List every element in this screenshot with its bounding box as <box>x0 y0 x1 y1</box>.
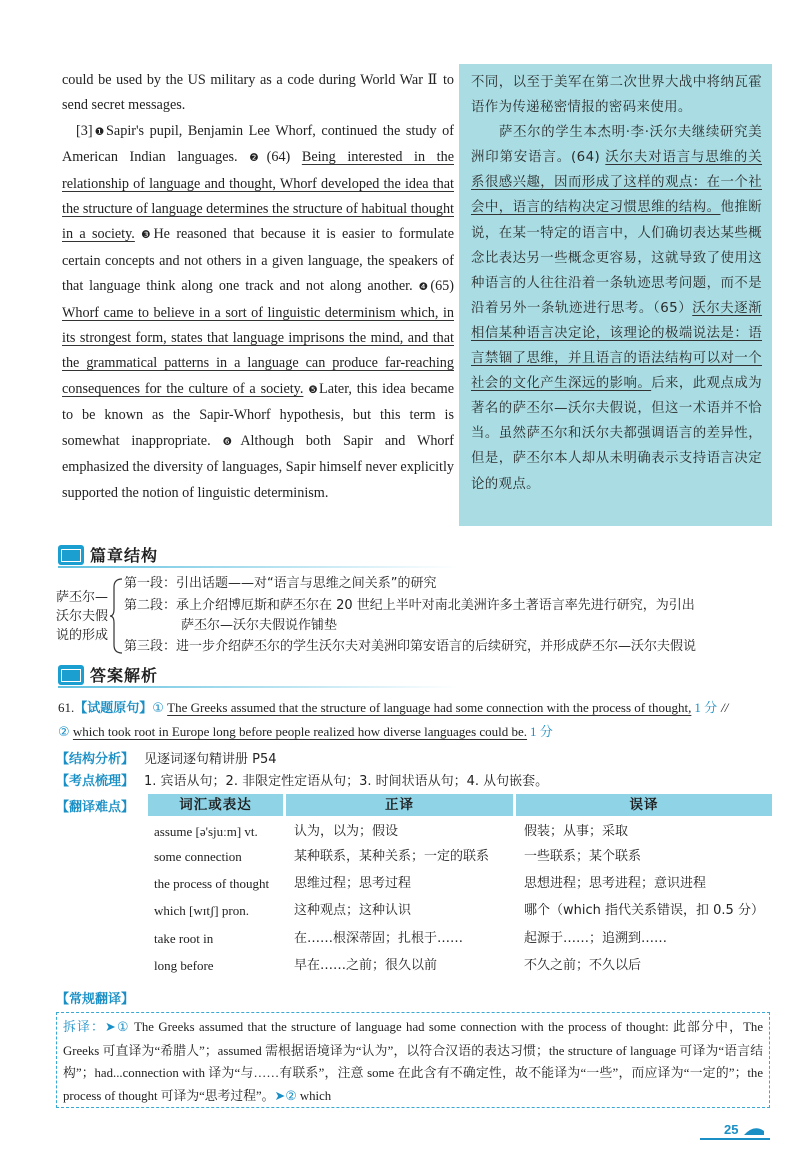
regular-translation-label: 【常规翻译】 <box>56 992 135 1007</box>
arrow-icon: ➤ <box>105 1020 116 1035</box>
book-icon <box>58 665 84 685</box>
english-passage <box>62 68 454 506</box>
table-row: take root in 在……根深蒂固；扎根于…… 起源于……；追溯到…… <box>154 931 668 946</box>
structure-left-label: 萨丕尔—沃尔夫假说的形成 <box>56 590 109 643</box>
key-points: 【考点梳理】 1. 宾语从句；2. 非限定性定语从句；3. 时间状语从句；4. 从句嵌套。 <box>56 774 549 789</box>
section-divider <box>58 566 458 568</box>
arrow-icon: ➤ <box>274 1088 286 1104</box>
underlined-sentence-65: Whorf came to believe in a sort of linguistic determinism which, in its strongest form, states that language imprisons the mind, and that the grammatical patterns in a language can produce far-reaching consequences for the culture of a society. <box>62 304 454 397</box>
underlined-sentence-64: Being interested in the relationship of language and thought, Whorf developed the idea that the structure of language determines the structure of habitual thought in a society. <box>62 149 454 243</box>
brace-icon <box>110 577 124 655</box>
page-number-underline <box>700 1138 770 1140</box>
translation-line-0: 不同，以至于美军在第二次世界大战中将纳瓦霍语作为传递秘密情报的密码来使用。 <box>471 75 762 116</box>
structure-para-2b: 萨丕尔—沃尔夫假说作铺垫 <box>181 618 338 633</box>
passage-line-0: could be used by the US military as a code during World War Ⅱ to send secret messages. <box>62 72 454 114</box>
page-corner-icon <box>744 1126 764 1136</box>
structure-analysis: 【结构分析】 见逐词逐句精讲册 P54 <box>56 752 277 767</box>
structure-section-header: 篇章结构 <box>58 543 158 566</box>
table-header-right: 正译 <box>286 794 513 816</box>
translation-box <box>459 64 772 526</box>
structure-para-3: 第三段：进一步介绍萨丕尔的学生沃尔夫对美洲印第安语言的后续研究，并形成萨丕尔—沃尔夫假说 <box>124 639 697 654</box>
table-row: assume [ə'sjuːm] vt. 认为，以为；假设 假装；从事；采取 <box>154 824 629 839</box>
table-row: the process of thought 思维过程；思考过程 思想进程；思考进程；意识进程 <box>154 876 707 891</box>
table-row: some connection 某种联系，某种关系；一定的联系 一些联系；某个联系 <box>154 849 642 864</box>
question-line-1: 61.【试题原句】① The Greeks assumed that the structure of language had some connection with the process of thought, 1 分 // <box>58 700 729 716</box>
page-number: 25 <box>724 1122 739 1137</box>
passage-paragraph-3: [3]❶Sapir's pupil, Benjamin Lee Whorf, continued the study of American Indian languages. ❷(64) Being interested in the relationship of language and thought, Whorf developed the idea that the structure of language determines the structure of habitual thought in a society. ❸He reasoned that because it is easier to formulate certain concepts and not others in a given language, the speakers of that language think along one track and not along another. ❹(65) Whorf came to believe in a sort of linguistic determinism which, in its strongest form, states that language imprisons the mind, and that the grammatical patterns in a language can produce far-reaching consequences for the culture of a society. ❺Later, this idea became to be known as the Sapir-Whorf hypothesis, but this term is somewhat inappropriate. ❻Although both Sapir and Whorf emphasized the diversity of languages, Sapir himself never explicitly supported the notion of linguistic determinism. <box>62 122 455 501</box>
answer-section-header: 答案解析 <box>58 663 158 686</box>
table-row: which [wɪtʃ] pron. 这种观点；这种认识 哪个（which 指代关系错误，扣 0.5 分） <box>154 903 764 918</box>
question-line-2: ② which took root in Europe long before people realized how diverse languages could be. 1 分 <box>58 724 553 740</box>
book-icon <box>58 545 84 565</box>
structure-para-1: 第一段：引出话题——对“语言与思维之间关系”的研究 <box>124 576 437 591</box>
table-header-word: 词汇或表达 <box>148 794 283 816</box>
table-header-wrong: 误译 <box>516 794 772 816</box>
structure-para-2a: 第二段：承上介绍博厄斯和萨丕尔在 20 世纪上半叶对南北美洲许多土著语言率先进行研究，为引出 <box>124 598 695 613</box>
section-divider <box>58 686 458 688</box>
translation-paragraph: 萨丕尔的学生本杰明·李·沃尔夫继续研究美洲印第安语言。(64) 沃尔夫对语言与思维的关系很感兴趣，因而形成了这样的观点：在一个社会中，语言的结构决定习惯思维的结构。他推断说，在某一特定的语言中，人们确切表达某些概念比表达另一些概念更容易，这就导致了使用这种语言的人往往沿着一条轨迹思考问题，而不是沿着另外一条轨迹进行思考。（65）沃尔夫逐渐相信某种语言决定论，该理论的极端说法是：语言禁锢了思维，并且语言的语法结构可以对一个社会的文化产生深远的影响。后来，此观点成为著名的萨丕尔—沃尔夫假说，但这一术语并不恰当。虽然萨丕尔和沃尔夫都强调语言的差异性，但是，萨丕尔本人却从未明确表示支持语言决定论的观点。 <box>471 125 763 492</box>
question-clause-1: The Greeks assumed that the structure of language had some connection with the process of thought, <box>167 700 692 715</box>
regular-translation-box: 拆译：➤① The Greeks assumed that the structure of language had some connection with the process of thought: 此部分中，The Greeks 可直译为“希腊人”；assumed 需根据语境译为“认为”，以符合汉语的表达习惯；the structure of language 可译为“语言结构”；had...connection with 译为“与……有联系”，注意 some 在此含有不确定性，故不能译为“一些”，而应译为“一定的”；the process of thought 可译为“思考过程”。➤② which <box>56 1012 770 1108</box>
table-row: long before 早在……之前；很久以前 不久之前；不久以后 <box>154 958 642 973</box>
difficulties-label: 【翻译难点】 <box>56 800 135 815</box>
question-clause-2: which took root in Europe long before people realized how diverse languages could be. <box>72 724 528 739</box>
